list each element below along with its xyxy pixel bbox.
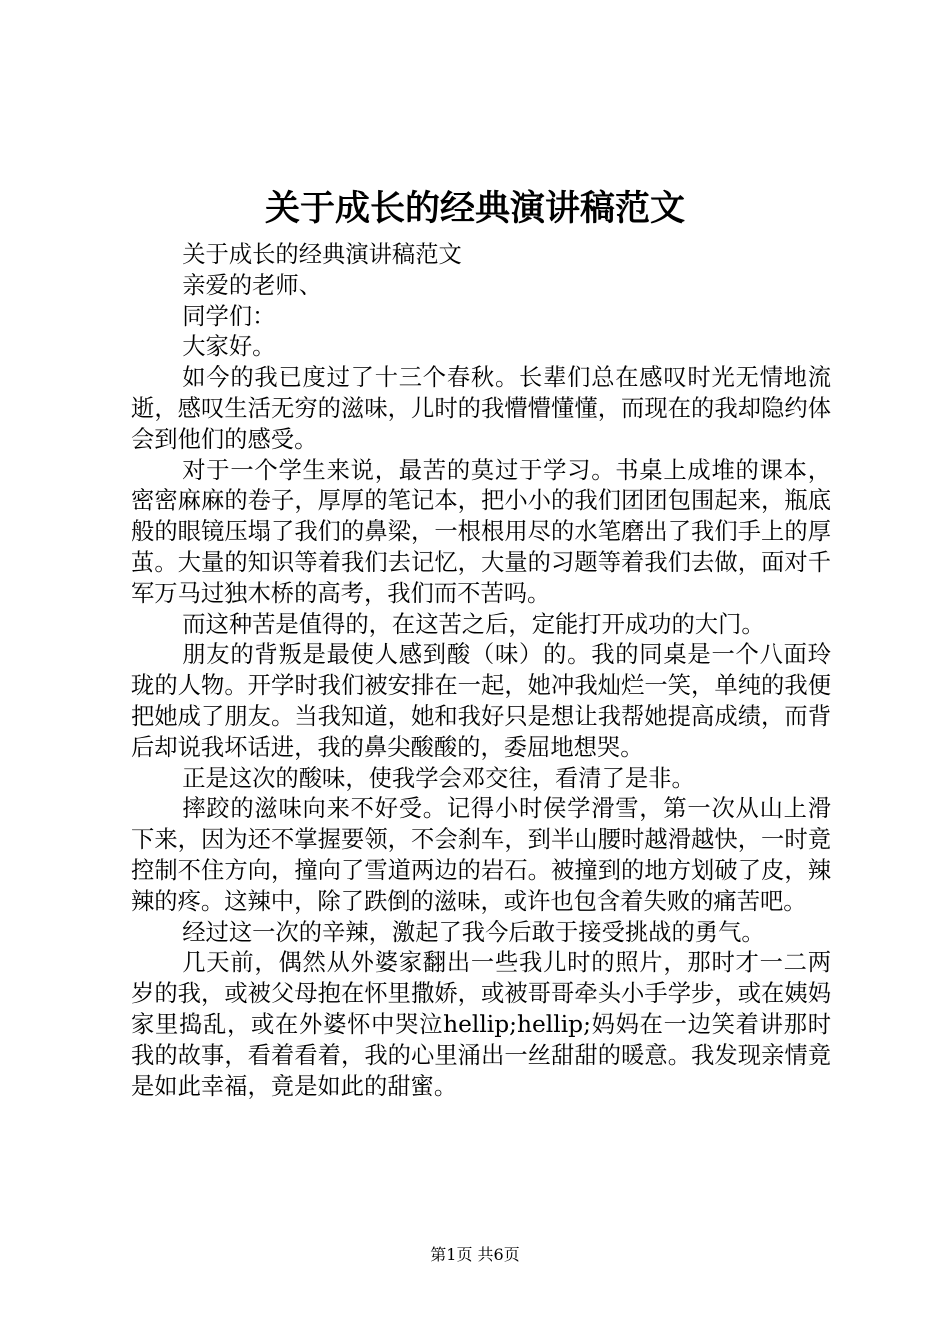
paragraph-heading-repeat: 关于成长的经典演讲稿范文 xyxy=(182,241,462,268)
paragraph: 朋友的背叛是最使人感到酸（味）的。我的同桌是一个八面玲珑的人物。开学时我们被安排在一起，她冲我灿烂一笑，单纯的我便把她成了朋友。当我知道，她和我好只是想让我帮她提高成绩，而背后却说我坏话进，我的鼻尖酸酸的，委屈地想哭。 xyxy=(131,641,831,761)
paragraph: 摔跤的滋味向来不好受。记得小时侯学滑雪，第一次从山上滑下来，因为还不掌握要领，不会刹车，到半山腰时越滑越快，一时竟控制不住方向，撞向了雪道两边的岩石。被撞到的地方划破了皮，辣辣的疼。这辣中，除了跌倒的滋味，或许也包含着失败的痛苦吧。 xyxy=(131,795,831,915)
paragraph: 正是这次的酸味，使我学会邓交往，看清了是非。 xyxy=(182,764,695,792)
paragraph: 对于一个学生来说，最苦的莫过于学习。书桌上成堆的课本，密密麻麻的卷子，厚厚的笔记本，把小小的我们团团包围起来，瓶底般的眼镜压塌了我们的鼻梁，一根根用尽的水笔磨出了我们手上的厚茧。大量的知识等着我们去记忆，大量的习题等着我们去做，面对千军万马过独木桥的高考，我们而不苦吗。 xyxy=(131,456,831,607)
paragraph: 经过这一次的辛辣，激起了我今后敢于接受挑战的勇气。 xyxy=(182,918,765,946)
paragraph-greeting: 大家好。 xyxy=(182,333,276,361)
page-footer: 第1页 共6页 xyxy=(430,1245,520,1264)
paragraph-salutation-classmates: 同学们： xyxy=(182,302,276,330)
paragraph: 如今的我已度过了十三个春秋。长辈们总在感叹时光无情地流逝，感叹生活无穷的滋味，儿时的我懵懵懂懂，而现在的我却隐约体会到他们的感受。 xyxy=(131,364,831,453)
document-title: 关于成长的经典演讲稿范文 xyxy=(264,188,685,229)
paragraph: 而这种苦是值得的，在这苦之后，定能打开成功的大门。 xyxy=(182,610,765,638)
document-body xyxy=(131,240,831,1102)
paragraph-salutation-teachers: 亲爱的老师、 xyxy=(182,271,323,299)
paragraph: 几天前，偶然从外婆家翻出一些我儿时的照片，那时才一二两岁的我，或被父母抱在怀里撒娇，或被哥哥牵头小手学步，或在姨妈家里捣乱，或在外婆怀中哭泣hellip;hellip;妈妈在一边笑着讲那时我的故事，看着看着，我的心里涌出一丝甜甜的暖意。我发现亲情竟是如此幸福，竟是如此的甜蜜。 xyxy=(131,949,831,1100)
